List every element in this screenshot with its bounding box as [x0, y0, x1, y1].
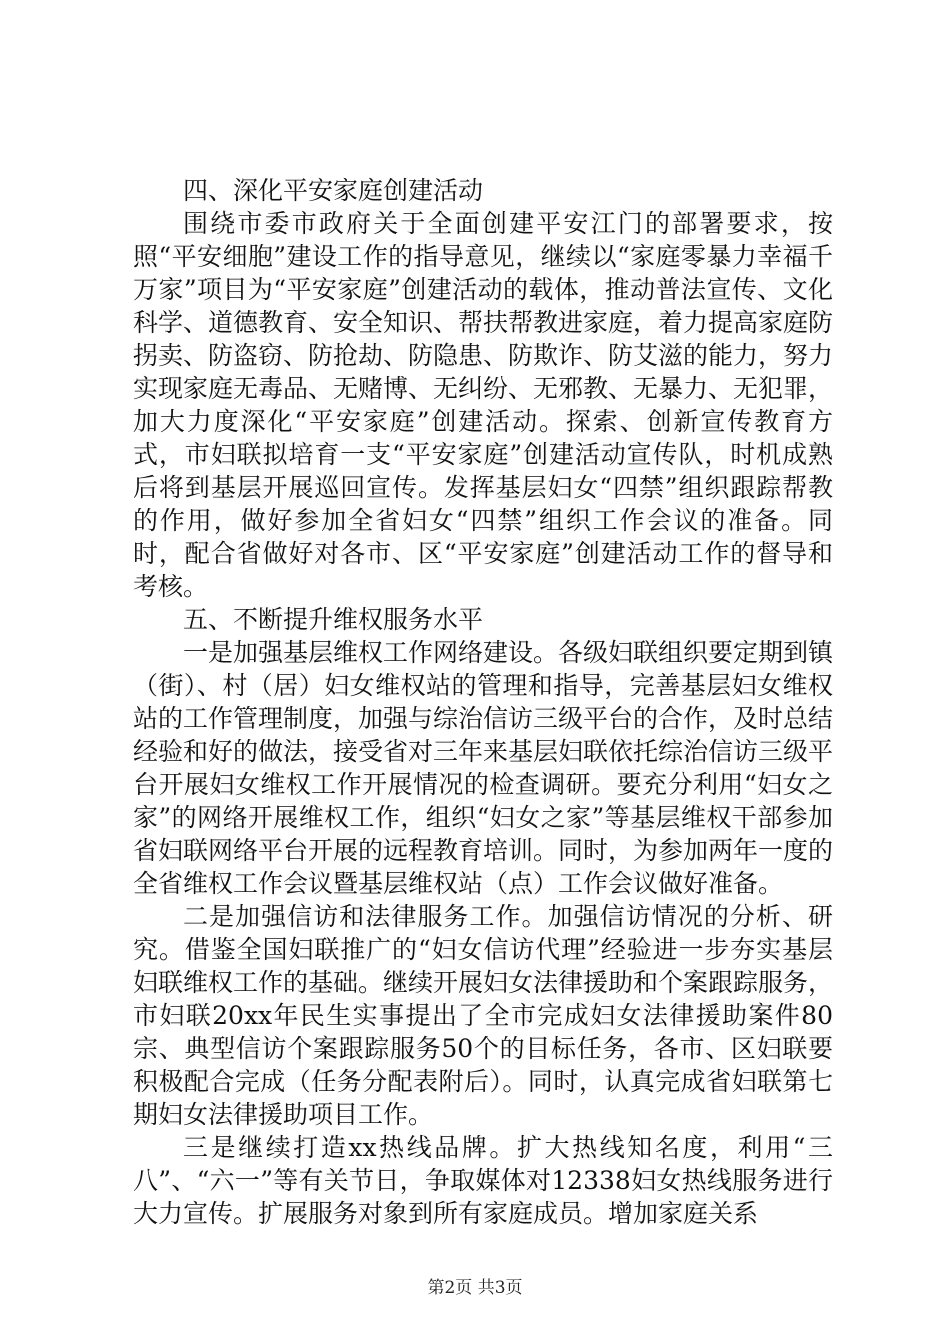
- paragraph-rights-network: 一是加强基层维权工作网络建设。各级妇联组织要定期到镇（街）、村（居）妇女维权站的管理和指导，完善基层妇女维权站的工作管理制度，加强与综治信访三级平台的合作，及时总结经验和好的做法，接受省对三年来基层妇联依托综治信访三级平台开展妇女维权工作开展情况的检查调研。要充分利用“妇女之家”的网络开展维权工作，组织“妇女之家”等基层维权干部参加省妇联网络平台开展的远程教育培训。同时，为参加两年一度的全省维权工作会议暨基层维权站（点）工作会议做好准备。: [133, 638, 834, 898]
- document-body: [133, 174, 833, 1230]
- section-heading-4: 四、深化平安家庭创建活动: [183, 176, 484, 205]
- section-heading-5: 五、不断提升维权服务水平: [183, 605, 484, 634]
- paragraph-family-safety: 围绕市委市政府关于全面创建平安江门的部署要求，按照“平安细胞”建设工作的指导意见，继续以“家庭零暴力幸福千万家”项目为“平安家庭”创建活动的载体，推动普法宣传、文化科学、道德教育、安全知识、帮扶帮教进家庭，着力提高家庭防拐卖、防盗窃、防抢劫、防隐患、防欺诈、防艾滋的能力，努力实现家庭无毒品、无赌博、无纠纷、无邪教、无暴力、无犯罪，加大力度深化“平安家庭”创建活动。探索、创新宣传教育方式，市妇联拟培育一支“平安家庭”创建活动宣传队，时机成熟后将到基层开展巡回宣传。发挥基层妇女“四禁”组织跟踪帮教的作用，做好参加全省妇女“四禁”组织工作会议的准备。同时，配合省做好对各市、区“平安家庭”创建活动工作的督导和考核。: [133, 209, 834, 601]
- page-number-footer: 第2页 共3页: [427, 1278, 523, 1298]
- paragraph-hotline: 三是继续打造xx热线品牌。扩大热线知名度，利用“三八”、“六一”等有关节日，争取媒体对12338妇女热线服务进行大力宣传。扩展服务对象到所有家庭成员。增加家庭关系: [133, 1133, 833, 1228]
- paragraph-petition-legal: 二是加强信访和法律服务工作。加强信访情况的分析、研究。借鉴全国妇联推广的“妇女信访代理”经验进一步夯实基层妇联维权工作的基础。继续开展妇女法律援助和个案跟踪服务，市妇联20xx年民生实事提出了全市完成妇女法律援助案件80宗、典型信访个案跟踪服务50个的目标任务，各市、区妇联要积极配合完成（任务分配表附后）。同时，认真完成省妇联第七期妇女法律援助项目工作。: [133, 902, 834, 1129]
